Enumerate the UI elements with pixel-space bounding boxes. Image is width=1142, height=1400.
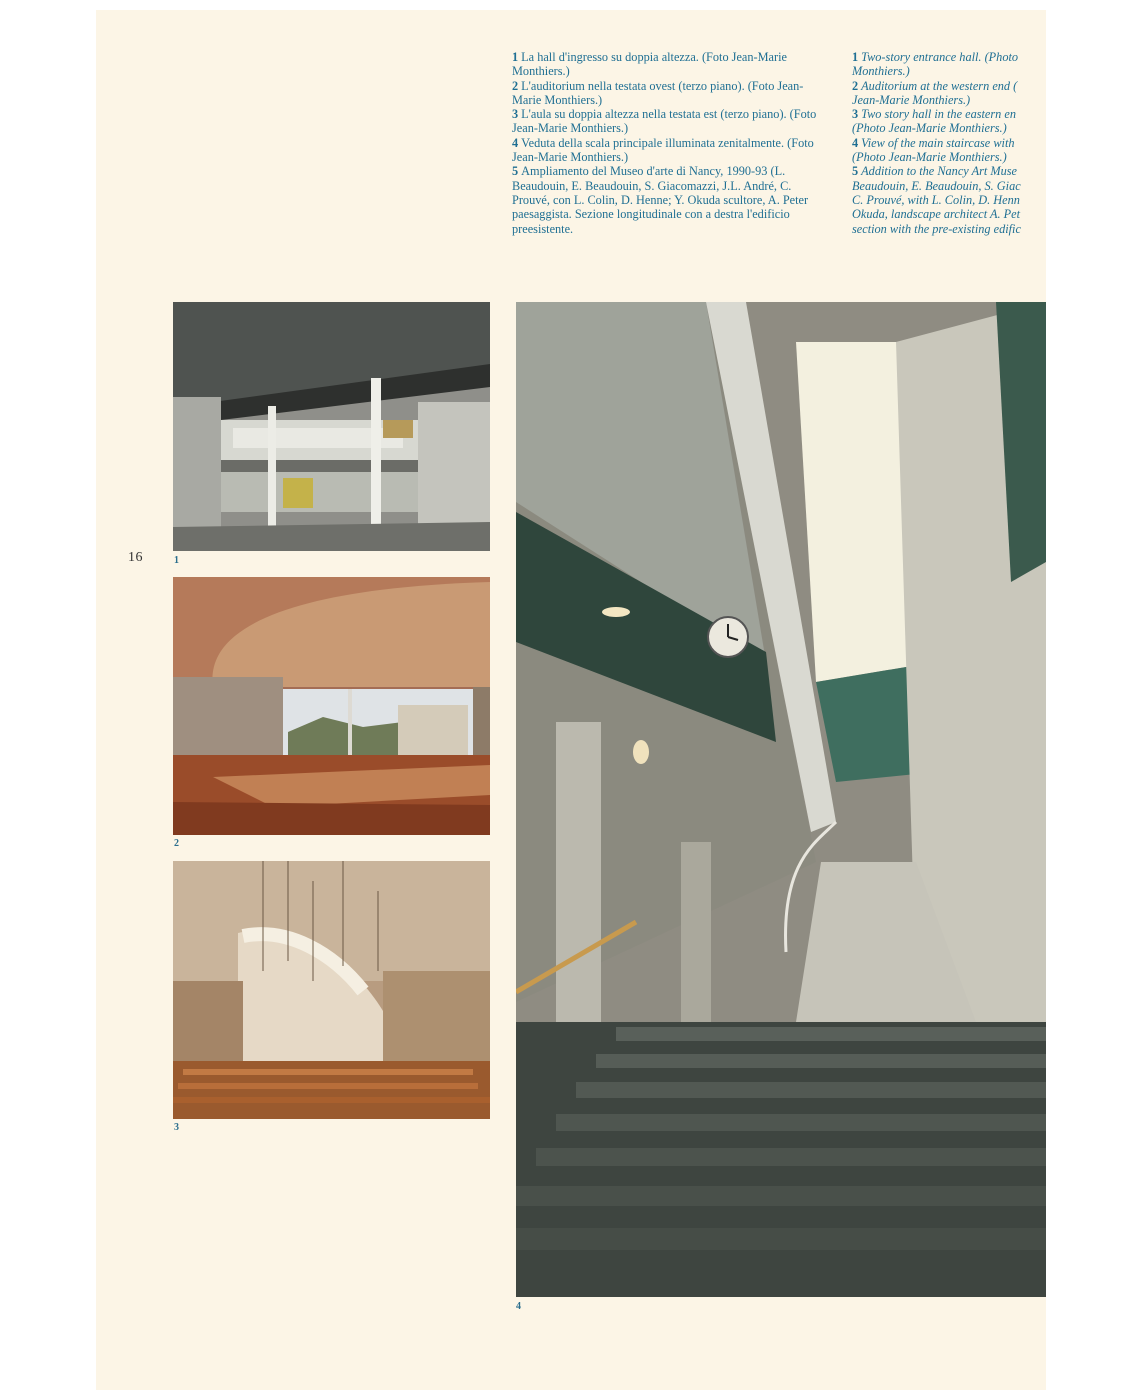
main-staircase-photo-icon — [516, 302, 1046, 1297]
page-number: 16 — [128, 550, 143, 565]
caption-en-5: 5 Addition to the Nancy Art Muse Beaudouin, E. Beaudouin, S. Giac C. Prouvé, with L. Colin, D. Henn Okuda, landscape architect A. Pet section with the pre-existing edific — [852, 164, 1021, 236]
caption-en-2: 2 Auditorium at the western end ( Jean-Marie Monthiers.) — [852, 78, 1018, 107]
caption-en-1: 1 Two-story entrance hall. (Photo Monthiers.) — [852, 50, 1019, 79]
caption-en-3: 3 Two story hall in the eastern en (Photo Jean-Marie Monthiers.) — [852, 107, 1016, 136]
caption-it-3: 3 L'aula su doppia altezza nella testata est (terzo piano). (Foto Jean-Marie Monthiers.) — [512, 107, 817, 136]
auditorium-photo-icon — [173, 577, 490, 835]
double-height-hall-photo-icon — [173, 861, 490, 1119]
caption-en-4: 4 View of the main staircase with (Photo Jean-Marie Monthiers.) — [852, 135, 1015, 165]
captions-italian — [512, 50, 824, 236]
captions-english — [852, 50, 1046, 236]
entrance-hall-photo — [173, 302, 490, 551]
entrance-hall-photo-icon — [173, 302, 490, 551]
figure-label-1: 1 — [174, 555, 179, 566]
double-height-hall-photo — [173, 861, 490, 1119]
auditorium-photo — [173, 577, 490, 835]
main-staircase-photo — [516, 302, 1046, 1297]
figure-label-3: 3 — [174, 1122, 179, 1133]
caption-it-1: 1 La hall d'ingresso su doppia altezza. (Foto Jean-Marie Monthiers.) — [512, 50, 787, 79]
caption-it-5: 5 Ampliamento del Museo d'arte di Nancy, 1990-93 (L. Beaudouin, E. Beaudouin, S. Giacomazzi, J.L. André, C. Prouvé, con L. Colin, D. Henne; Y. Okuda scultore, A. Peter paesaggista. Sezione longitudinale con a destra l'edificio preesistente. — [512, 164, 809, 236]
figure-label-2: 2 — [174, 838, 179, 849]
caption-it-2: 2 L'auditorium nella testata ovest (terzo piano). (Foto Jean-Marie Monthiers.) — [512, 78, 804, 107]
magazine-page — [96, 10, 1046, 1390]
caption-it-4: 4 Veduta della scala principale illuminata zenitalmente. (Foto Jean-Marie Monthiers.) — [512, 135, 814, 165]
figure-label-4: 4 — [516, 1301, 521, 1312]
